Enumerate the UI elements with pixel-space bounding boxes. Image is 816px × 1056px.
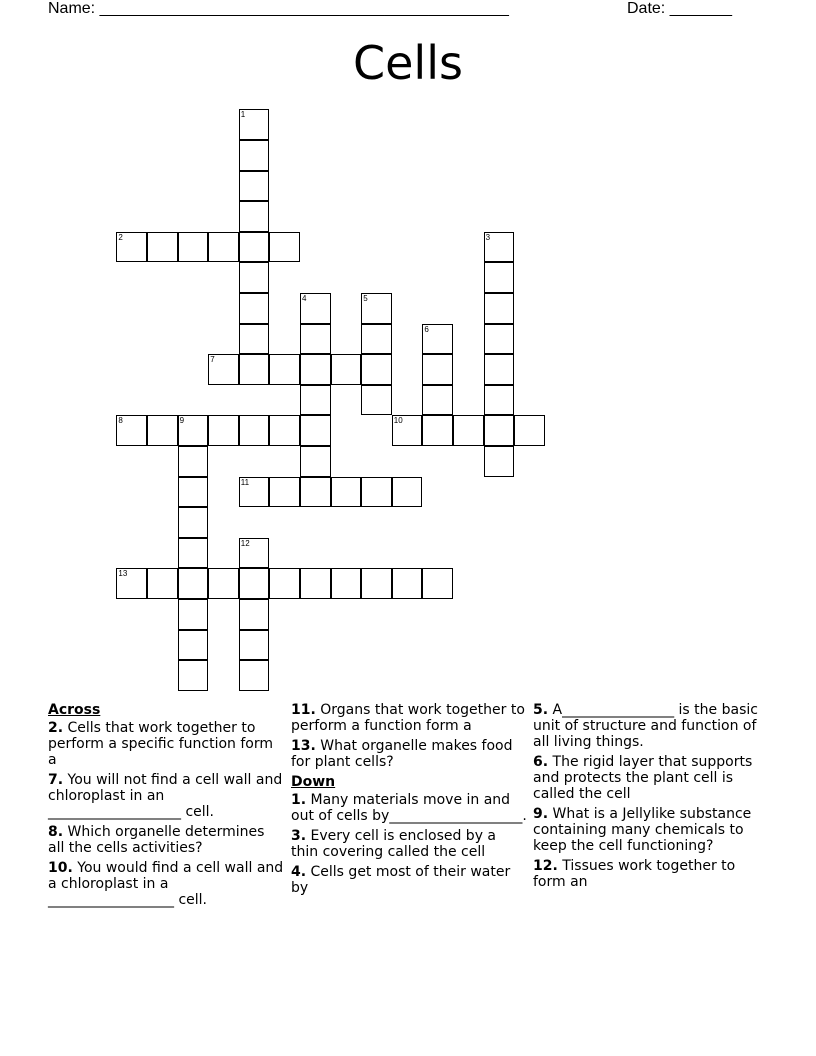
- clue-down-12: [533, 858, 769, 890]
- clue-number: 3.: [291, 828, 307, 844]
- grid-cell[interactable]: [239, 630, 270, 661]
- clue-text: A________________ is the basic unit of structure and function of all living things.: [533, 702, 758, 750]
- grid-cell[interactable]: [116, 415, 147, 446]
- grid-cell[interactable]: [178, 599, 209, 630]
- grid-cell[interactable]: [300, 293, 331, 324]
- clue-number: 1.: [291, 792, 307, 808]
- grid-cell[interactable]: [300, 477, 331, 508]
- grid-cell[interactable]: [300, 324, 331, 355]
- clue-text: Tissues work together to form an: [533, 858, 736, 890]
- grid-cell[interactable]: [392, 415, 423, 446]
- clue-down-9: [533, 806, 769, 854]
- clue-text: Organs that work together to perform a function form a: [291, 702, 525, 734]
- grid-cell[interactable]: [208, 354, 239, 385]
- cell-number: 8: [118, 416, 123, 426]
- grid-cell[interactable]: [239, 109, 270, 140]
- grid-cell[interactable]: [269, 232, 300, 263]
- clues-column-2: [291, 702, 527, 900]
- cell-number: 13: [118, 569, 128, 579]
- grid-cell[interactable]: [514, 415, 545, 446]
- grid-cell[interactable]: [178, 446, 209, 477]
- grid-cell[interactable]: [300, 446, 331, 477]
- clue-across-10: [48, 860, 284, 908]
- clue-number: 10.: [48, 860, 73, 876]
- clue-down-3: [291, 828, 527, 860]
- clue-down-5: [533, 702, 769, 750]
- clue-across-8: [48, 824, 284, 856]
- clue-down-4: [291, 864, 527, 896]
- grid-cell[interactable]: [239, 201, 270, 232]
- clue-number: 11.: [291, 702, 316, 718]
- cell-number: 11: [240, 477, 250, 487]
- grid-cell[interactable]: [331, 354, 362, 385]
- clue-across-13: [291, 738, 527, 770]
- clue-text: Many materials move in and out of cells by___________________.: [291, 792, 527, 824]
- page-title: Cells: [353, 36, 463, 90]
- name-field[interactable]: Name: ______________________________________________: [48, 0, 509, 17]
- grid-cell[interactable]: [331, 477, 362, 508]
- grid-cell[interactable]: [239, 293, 270, 324]
- clue-across-11: [291, 702, 527, 734]
- grid-cell[interactable]: [239, 324, 270, 355]
- grid-cell[interactable]: [269, 477, 300, 508]
- grid-cell[interactable]: [269, 354, 300, 385]
- grid-cell[interactable]: [116, 568, 147, 599]
- grid-cell[interactable]: [178, 660, 209, 691]
- clue-text: Which organelle determines all the cells activities?: [48, 824, 265, 856]
- grid-cell[interactable]: [147, 415, 178, 446]
- grid-cell[interactable]: [269, 568, 300, 599]
- cell-number: 4: [302, 294, 307, 303]
- clue-number: 9.: [533, 806, 549, 822]
- clue-down-6: [533, 754, 769, 802]
- grid-cell[interactable]: [300, 385, 331, 416]
- grid-cell[interactable]: [392, 477, 423, 508]
- grid-cell[interactable]: [300, 568, 331, 599]
- grid-cell[interactable]: [178, 415, 209, 446]
- grid-cell[interactable]: [178, 538, 209, 569]
- clue-down-1: [291, 792, 527, 824]
- grid-cell[interactable]: [300, 415, 331, 446]
- cell-number: 2: [118, 232, 123, 242]
- grid-cell[interactable]: [484, 385, 515, 416]
- grid-cell[interactable]: [484, 293, 515, 324]
- down-heading: Down: [291, 774, 336, 790]
- clue-text: Cells that work together to perform a specific function form a: [48, 720, 274, 768]
- cell-number: 7: [210, 355, 215, 365]
- grid-cell[interactable]: [239, 171, 270, 202]
- clues-column-1: [48, 702, 284, 912]
- grid-cell[interactable]: [208, 415, 239, 446]
- clue-text: The rigid layer that supports and protects the plant cell is called the cell: [533, 754, 753, 802]
- clue-number: 2.: [48, 720, 64, 736]
- grid-cell[interactable]: [361, 293, 392, 324]
- clue-number: 6.: [533, 754, 549, 770]
- grid-cell[interactable]: [147, 232, 178, 263]
- clues-column-3: [533, 702, 769, 894]
- grid-cell[interactable]: [361, 385, 392, 416]
- clue-number: 4.: [291, 864, 307, 880]
- grid-cell[interactable]: [178, 630, 209, 661]
- clue-text: What is a Jellylike substance containing many chemicals to keep the cell functioning?: [533, 806, 752, 854]
- cell-number: 9: [179, 416, 185, 426]
- clue-text: You will not find a cell wall and chloroplast in an ___________________ cell.: [48, 772, 283, 820]
- grid-cell[interactable]: [422, 385, 453, 416]
- grid-cell[interactable]: [239, 262, 270, 293]
- grid-cell[interactable]: [239, 140, 270, 171]
- grid-cell[interactable]: [361, 354, 392, 385]
- grid-cell[interactable]: [484, 262, 515, 293]
- grid-cell[interactable]: [361, 568, 392, 599]
- grid-cell[interactable]: [392, 568, 423, 599]
- grid-cell[interactable]: [116, 232, 147, 263]
- grid-cell[interactable]: [484, 415, 515, 446]
- grid-cell[interactable]: [484, 354, 515, 385]
- cell-number: 1: [240, 110, 246, 120]
- across-heading: Across: [48, 702, 101, 718]
- clue-text: You would find a cell wall and a chloroplast in a __________________ cell.: [48, 860, 284, 908]
- grid-cell[interactable]: [484, 324, 515, 355]
- grid-cell[interactable]: [300, 354, 331, 385]
- grid-cell[interactable]: [178, 507, 209, 538]
- grid-cell[interactable]: [422, 354, 453, 385]
- grid-cell[interactable]: [239, 538, 270, 569]
- grid-cell[interactable]: [239, 415, 270, 446]
- grid-cell[interactable]: [239, 599, 270, 630]
- grid-cell[interactable]: [422, 415, 453, 446]
- clue-text: Every cell is enclosed by a thin covering called the cell: [291, 828, 497, 860]
- clue-across-7: [48, 772, 284, 820]
- grid-cell[interactable]: [239, 477, 270, 508]
- clue-number: 8.: [48, 824, 64, 840]
- clue-across-2: [48, 720, 284, 768]
- grid-cell[interactable]: [178, 477, 209, 508]
- grid-cell[interactable]: [484, 446, 515, 477]
- cell-number: 10: [393, 416, 403, 426]
- grid-cell[interactable]: [269, 415, 300, 446]
- grid-cell[interactable]: [239, 660, 270, 691]
- cell-number: 6: [424, 324, 429, 334]
- clue-number: 12.: [533, 858, 558, 874]
- clue-number: 13.: [291, 738, 316, 754]
- grid-cell[interactable]: [178, 568, 209, 599]
- grid-cell[interactable]: [331, 568, 362, 599]
- grid-cell[interactable]: [178, 232, 209, 263]
- grid-cell[interactable]: [239, 232, 270, 263]
- cell-number: 12: [240, 538, 250, 548]
- grid-cell[interactable]: [361, 477, 392, 508]
- grid-cell[interactable]: [239, 354, 270, 385]
- cell-number: 5: [363, 294, 368, 303]
- grid-cell[interactable]: [453, 415, 484, 446]
- clue-text: Cells get most of their water by: [291, 864, 511, 896]
- date-field[interactable]: Date: _______: [627, 0, 732, 17]
- grid-cell[interactable]: [147, 568, 178, 599]
- clue-number: 5.: [533, 702, 549, 718]
- clue-number: 7.: [48, 772, 64, 788]
- grid-cell[interactable]: [361, 324, 392, 355]
- clue-text: What organelle makes food for plant cells?: [291, 738, 513, 770]
- grid-cell[interactable]: [208, 232, 239, 263]
- grid-cell[interactable]: [422, 324, 453, 355]
- grid-cell[interactable]: [484, 232, 515, 263]
- grid-cell[interactable]: [239, 568, 270, 599]
- cell-number: 3: [485, 232, 491, 242]
- grid-cell[interactable]: [208, 568, 239, 599]
- grid-cell[interactable]: [422, 568, 453, 599]
